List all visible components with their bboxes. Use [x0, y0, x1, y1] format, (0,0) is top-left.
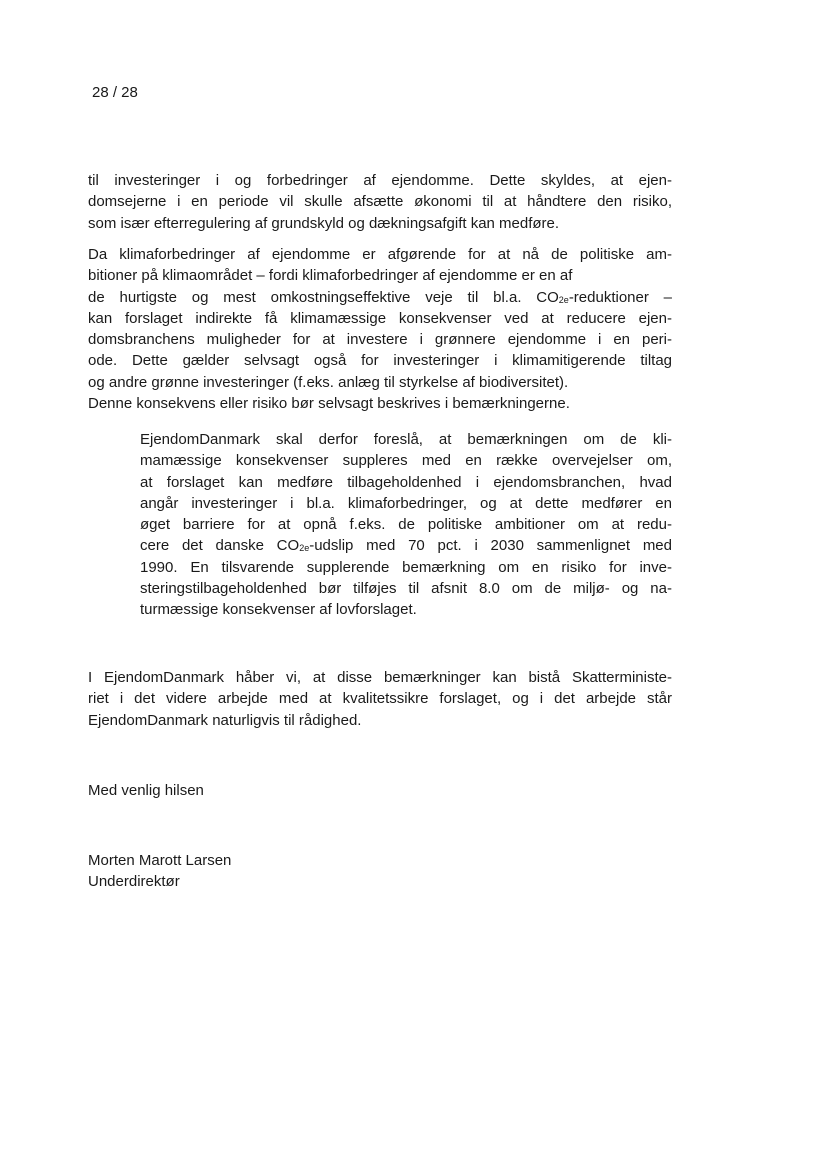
salutation	[88, 780, 672, 801]
recommendation-line: 1990. En tilsvarende supplerende bemærkning om en risiko for inve-	[140, 558, 672, 576]
paragraph-line: ode. Dette gælder selvsagt også for investeringer i klimamitigerende tiltag	[88, 352, 672, 370]
page-number: 28 / 28	[92, 84, 138, 101]
recommendation-block	[140, 429, 672, 621]
paragraph-climate-consequences	[88, 244, 672, 414]
recommendation-line	[140, 535, 672, 556]
salutation-text: Med venlig hilsen	[88, 782, 204, 799]
paragraph-line: som især efterregulering af grundskyld og dækningsafgift kan medføre.	[88, 214, 560, 232]
recommendation-line: angår investeringer i bl.a. klimaforbedringer, og at dette medfører en	[140, 494, 672, 512]
recommendation-line: EjendomDanmark skal derfor foreslå, at bemærkningen om de kli-	[140, 431, 672, 448]
paragraph-investment-risk	[88, 170, 672, 234]
paragraph-line: og andre grønne investeringer (f.eks. anlæg til styrkelse af biodiversitet).	[88, 373, 569, 391]
paragraph-line: riet i det videre arbejde med at kvalitetssikre forslaget, og i det arbejde står	[88, 690, 672, 708]
text-fragment: cere det danske CO	[140, 537, 300, 555]
text-fragment: de hurtigste og mest omkostningseffektive veje til bl.a. CO	[88, 288, 559, 306]
recommendation-line: at forslaget kan medføre tilbageholdenhed i ejendomsbranchen, hvad	[140, 473, 672, 491]
paragraph-line: domsejerne i en periode vil skulle afsætte økonomi til at håndtere den risiko,	[88, 193, 672, 211]
paragraph-line: bitioner på klimaområdet – fordi klimaforbedringer af ejendomme er en af	[88, 267, 573, 285]
recommendation-line: steringstilbageholdenhed bør tilføjes til afsnit 8.0 om de miljø- og na-	[140, 580, 672, 598]
recommendation-line: mamæssige konsekvenser suppleres med en række overvejelser om,	[140, 452, 672, 470]
paragraph-line: EjendomDanmark naturligvis til rådighed.	[88, 711, 362, 729]
paragraph-line: til investeringer i og forbedringer af ejendomme. Dette skyldes, at ejen-	[88, 172, 672, 189]
closing-paragraph	[88, 667, 672, 731]
recommendation-line: turmæssige konsekvenser af lovforslaget.	[140, 601, 417, 619]
paragraph-line	[88, 287, 672, 308]
paragraph-line: Denne konsekvens eller risiko bør selvsagt beskrives i bemærkningerne.	[88, 395, 570, 413]
paragraph-line: kan forslaget indirekte få klimamæssige konsekvenser ved at reducere ejen-	[88, 309, 672, 327]
recommendation-line: øget barriere for at opnå f.eks. de politiske ambitioner om at redu-	[140, 516, 672, 534]
signature-name: Morten Marott Larsen	[88, 852, 232, 869]
text-fragment: -udslip med 70 pct. i 2030 sammenlignet med	[309, 537, 672, 555]
paragraph-line: Da klimaforbedringer af ejendomme er afgørende for at nå de politiske am-	[88, 246, 672, 263]
paragraph-line: domsbranchens muligheder for at investere i grønnere ejendomme i en peri-	[88, 331, 672, 349]
subscript: 2e	[558, 294, 569, 305]
signature-block	[88, 850, 672, 893]
text-fragment: -reduktioner –	[568, 288, 672, 306]
signature-title: Underdirektør	[88, 873, 180, 891]
subscript: 2e	[299, 543, 310, 554]
paragraph-line: I EjendomDanmark håber vi, at disse bemærkninger kan bistå Skatterministe-	[88, 669, 672, 686]
